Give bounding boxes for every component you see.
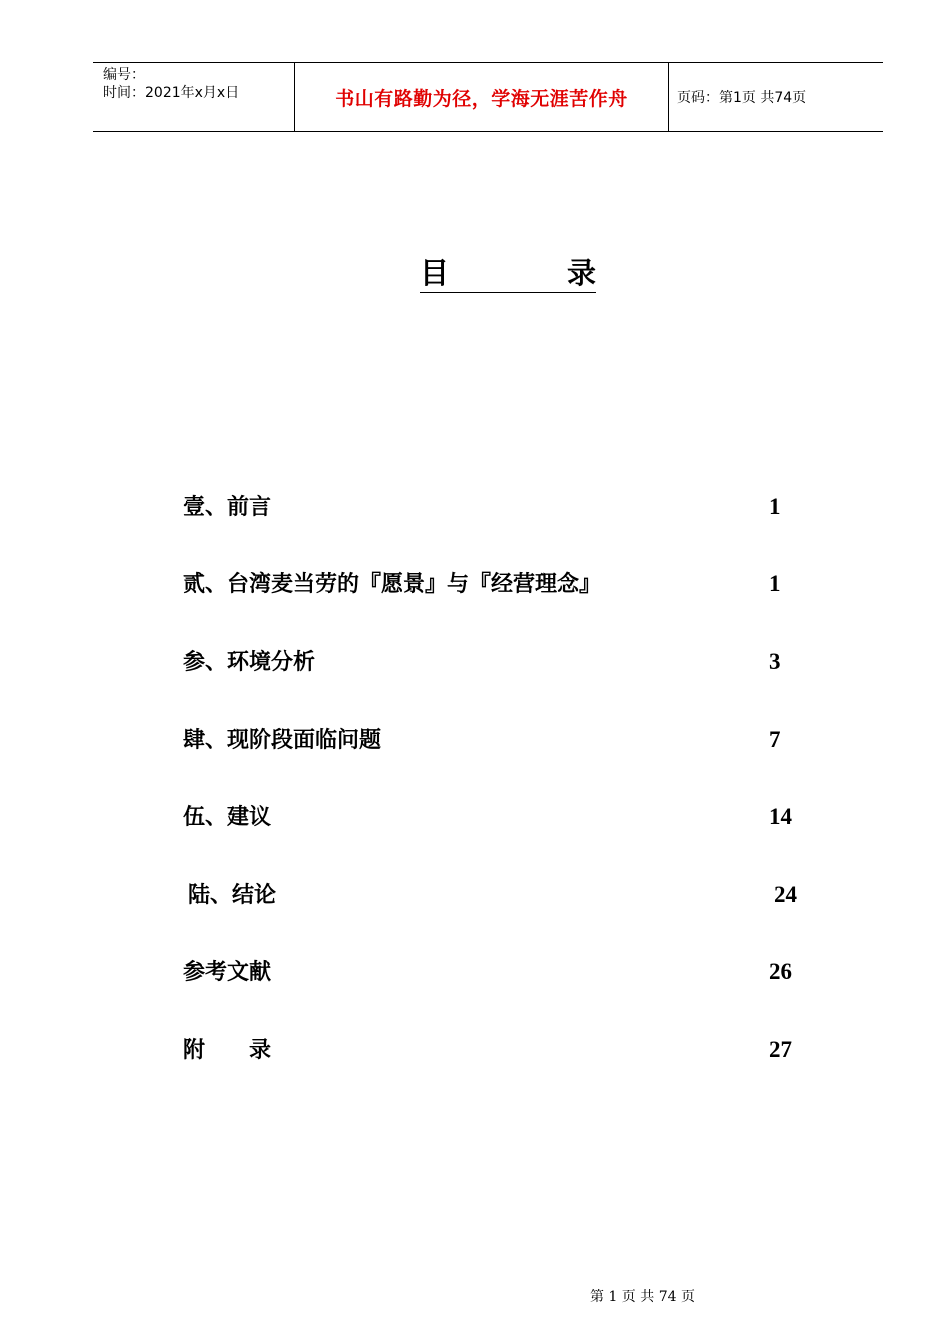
toc-entry-page: 7 (769, 727, 781, 752)
toc-entry-label: 陆、结论 (188, 882, 277, 908)
toc-entry[interactable] (0, 492, 950, 522)
toc-entry[interactable] (0, 569, 950, 599)
toc-entry-label: 参考文献 (183, 959, 272, 985)
date-label: 时间：2021年x月x日 (103, 85, 240, 101)
toc-entry[interactable] (0, 725, 950, 755)
toc-title-char-2: 录 (566, 256, 596, 290)
footer-page-number: 第 1 页 共 74 页 (590, 1289, 695, 1305)
header-motto: 书山有路勤为径，学海无涯苦作舟 (335, 87, 628, 110)
toc-title-char-1: 目 (420, 256, 450, 290)
toc-entry-label: 壹、前言 (183, 494, 272, 520)
header-meta-cell (93, 63, 294, 131)
toc-entry[interactable] (0, 647, 950, 677)
toc-entry-page: 3 (769, 649, 781, 674)
toc-entry-label: 贰、台湾麦当劳的『愿景』与『经营理念』 (183, 571, 602, 597)
toc-entry-page: 26 (769, 959, 792, 984)
toc-entry-page: 1 (769, 571, 781, 596)
toc-entry[interactable] (0, 802, 950, 832)
page-header (93, 62, 883, 132)
toc-entry-page: 24 (774, 882, 797, 907)
toc-entry-label: 附 录 (183, 1037, 272, 1063)
serial-number-label: 编号： (103, 67, 145, 83)
header-page-cell (668, 63, 883, 131)
header-page-info: 页码：第1页 共74页 (677, 90, 807, 106)
toc-entry-page: 27 (769, 1037, 792, 1062)
toc-title (420, 256, 596, 293)
header-motto-cell (294, 63, 669, 131)
toc-entry-label: 参、环境分析 (183, 649, 316, 675)
toc-entry-label: 肆、现阶段面临问题 (183, 727, 382, 753)
toc-entry-label: 伍、建议 (183, 804, 272, 830)
toc-entry[interactable] (0, 1035, 950, 1065)
toc-entry-page: 1 (769, 494, 781, 519)
toc-entry[interactable] (0, 880, 950, 910)
toc-entry[interactable] (0, 957, 950, 987)
toc-entry-page: 14 (769, 804, 792, 829)
